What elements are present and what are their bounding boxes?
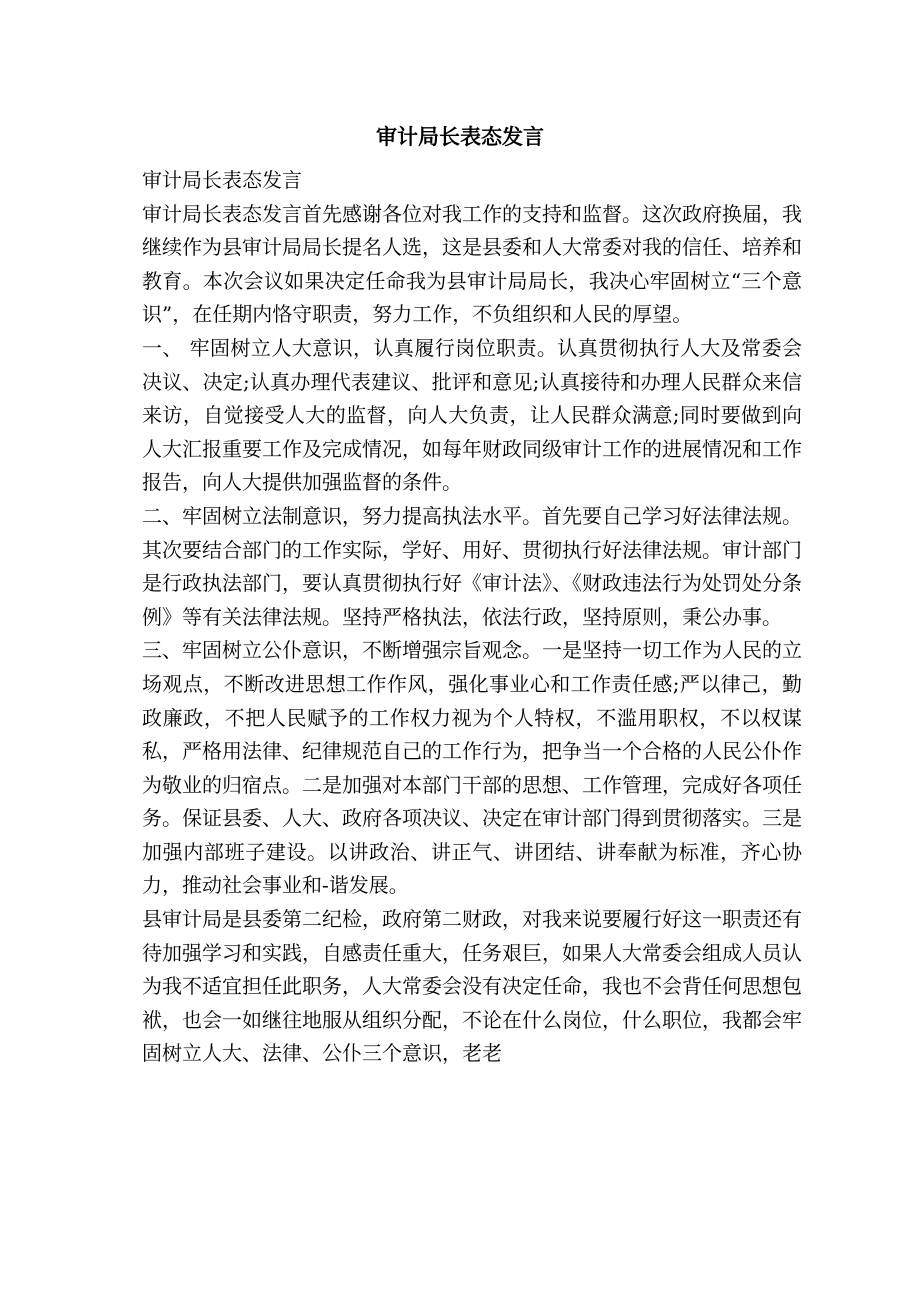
document-body [142, 164, 802, 1071]
body-paragraph-point-one: 一、 牢固树立人大意识，认真履行岗位职责。认真贯彻执行人大及常委会决议、决定;认真办理代表建议、批评和意见;认真接待和办理人民群众来信来访，自觉接受人大的监督，向人大负责，让人民群众满意;同时要做到向人大汇报重要工作及完成情况，如每年财政同级审计工作的进展情况和工作报告，向人大提供加强监督的条件。 [142, 335, 802, 495]
body-paragraph-point-three: 三、牢固树立公仆意识，不断增强宗旨观念。一是坚持一切工作为人民的立场观点，不断改进思想工作作风，强化事业心和工作责任感;严以律己，勤政廉政，不把人民赋予的工作权力视为个人特权，不滥用职权，不以权谋私，严格用法律、纪律规范自己的工作行为，把争当一个合格的人民公仆作为敬业的归宿点。二是加强对本部门干部的思想、工作管理，完成好各项任务。保证县委、人大、政府各项决议、决定在审计部门得到贯彻落实。三是加强内部班子建设。以讲政治、讲正气、讲团结、讲奉献为标准，齐心协力，推动社会事业和-谐发展。 [142, 638, 802, 898]
body-paragraph-heading: 审计局长表态发言 [142, 168, 302, 192]
body-paragraph-closing: 县审计局是县委第二纪检，政府第二财政，对我来说要履行好这一职责还有待加强学习和实践，自感责任重大，任务艰巨，如果人大常委会组成人员认为我不适宜担任此职务，人大常委会没有决定任命，我也不会背任何思想包袱，也会一如继往地服从组织分配，不论在什么岗位，什么职位，我都会牢固树立人大、法律、公仆三个意识，老老 [142, 907, 802, 1066]
document-title: 审计局长表态发言 [376, 124, 544, 149]
body-paragraph-intro: 审计局长表态发言首先感谢各位对我工作的支持和监督。这次政府换届，我继续作为县审计局局长提名人选，这是县委和人大常委对我的信任、培养和教育。本次会议如果决定任命我为县审计局局长，我决心牢固树立“三个意识”，在任期内恪守职责，努力工作，不负组织和人民的厚望。 [142, 201, 802, 327]
body-paragraph-point-two: 二、牢固树立法制意识，努力提高执法水平。首先要自己学习好法律法规。其次要结合部门的工作实际，学好、用好、贯彻执行好法律法规。审计部门是行政执法部门，要认真贯彻执行好《审计法》、《财政违法行为处罚处分条例》等有关法律法规。坚持严格执法，依法行政，坚持原则，秉公办事。 [142, 503, 802, 629]
